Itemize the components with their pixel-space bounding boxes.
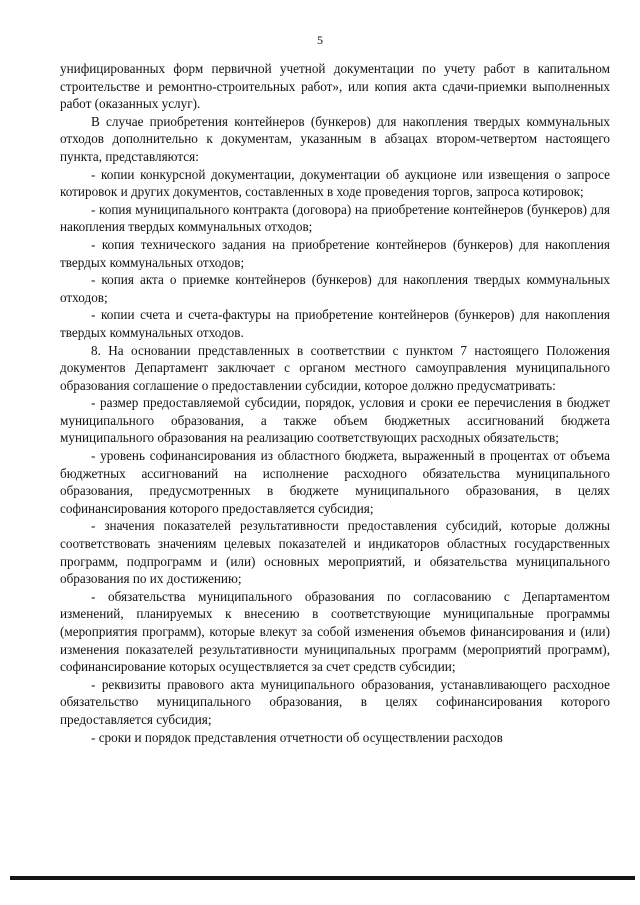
- list-item-acceptance-act: - копия акта о приемке контейнеров (бункеров) для накопления твердых коммунальных отходов;: [60, 272, 610, 305]
- list-item-subsidy-size: - размер предоставляемой субсидии, порядок, условия и сроки ее перечисления в бюджет муниципального образования, а также объем бюджетных ассигнований бюджета муниципального образования на реализацию соответствующих расходных обязательств;: [60, 395, 610, 446]
- list-item-tender-docs: - копии конкурсной документации, документации об аукционе или извещения о запросе котировок и других документов, составленных в ходе проведения торгов, запроса котировок;: [60, 166, 610, 200]
- paragraph-continuation: унифицированных форм первичной учетной документации по учету работ в капитальном строительстве и ремонтно-строительных работ», или копия акта сдачи-приемки выполненных работ (оказанных услуг).: [60, 61, 610, 112]
- list-item-legal-act-details: - реквизиты правового акта муниципального образования, устанавливающего расходное обязательство муниципального образования, в целях софинансирования которого предоставляется субсидия;: [60, 676, 610, 727]
- list-item-contract-copy: - копия муниципального контракта (договора) на приобретение контейнеров (бункеров) для накопления твердых коммунальных отходов;: [60, 201, 610, 235]
- list-item-invoices: - копии счета и счета-фактуры на приобретение контейнеров (бункеров) для накопления твердых коммунальных отходов.: [60, 307, 610, 340]
- list-item-change-obligations: - обязательства муниципального образования по согласованию с Департаментом изменений, планируемых к внесению в соответствующие муниципальные программы (мероприятия программ), которые влекут за собой изменения объемов финансирования и (или) изменения показателей результативности муниципальных программ (мероприятий программ), софинансирование которых осуществляется за счет средств субсидии;: [60, 588, 610, 675]
- list-item-cofinancing-level: - уровень софинансирования из областного бюджета, выраженный в процентах от объема бюджетных ассигнований на исполнение расходного обязательства муниципального образования, предусмотренных в бюджете муниципального образования, в целях софинансирования которого предоставляется субсидия;: [60, 448, 610, 516]
- paragraph-clause-8: 8. На основании представленных в соответствии с пунктом 7 настоящего Положения документов Департамент заключает с органом местного самоуправления муниципального образования соглашение о предоставлении субсидии, которое должно предусматривать:: [60, 342, 610, 393]
- list-item-technical-task: - копия технического задания на приобретение контейнеров (бункеров) для накопления твердых коммунальных отходов;: [60, 236, 610, 270]
- list-item-reporting-terms: - сроки и порядок представления отчетности об осуществлении расходов: [91, 729, 503, 745]
- bottom-rule: [10, 876, 635, 880]
- paragraph-containers-intro: В случае приобретения контейнеров (бункеров) для накопления твердых коммунальных отходов дополнительно к документам, указанным в абзацах втором-четвертом настоящего пункта, представляются:: [60, 113, 610, 164]
- page-number: 5: [317, 33, 323, 47]
- document-body: [60, 60, 610, 746]
- list-item-performance-indicators: - значения показателей результативности предоставления субсидий, которые должны соответствовать значениям целевых показателей и индикаторов областных государственных программ, подпрограмм и (или) основных мероприятий, и обязательства муниципального образования по их достижению;: [60, 518, 610, 587]
